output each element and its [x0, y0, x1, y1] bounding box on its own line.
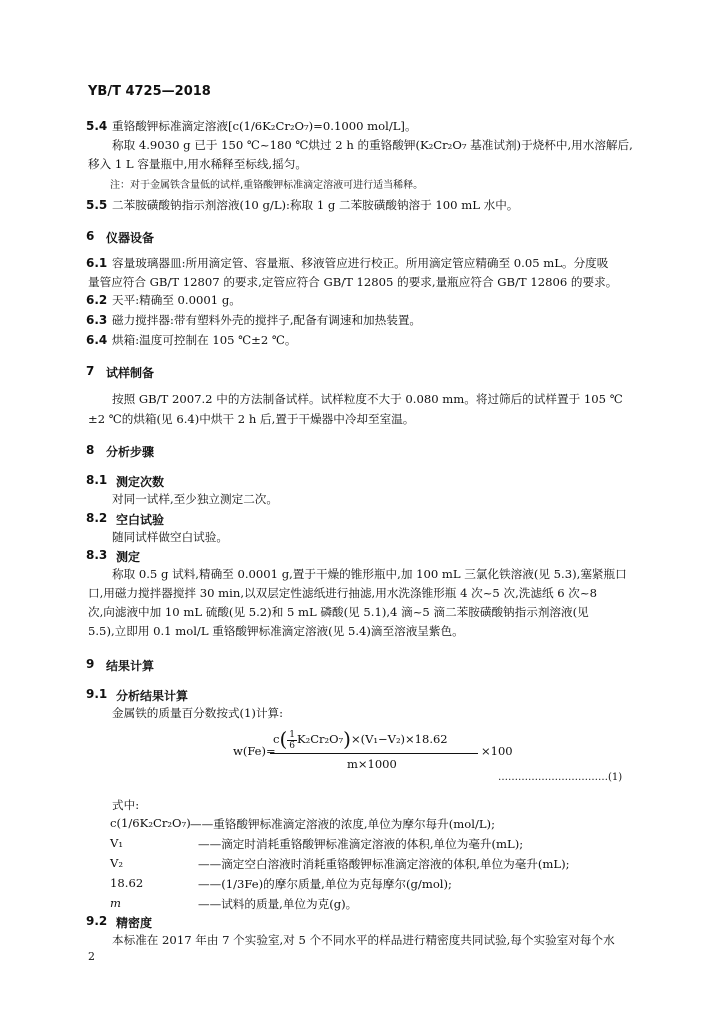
variable-desc-m: ——试料的质量,单位为克(g)。: [198, 897, 358, 911]
section-number-6: 6: [86, 229, 95, 243]
clause-6-2-text: 天平:精确至 0.0001 g。: [112, 293, 241, 307]
section-number-7: 7: [86, 364, 95, 378]
clause-9-2-text: 本标准在 2017 年由 7 个实验室,对 5 个不同水平的样品进行精密度共同试验,每个实验室对每个水: [112, 933, 615, 947]
variable-symbol-m: m: [110, 896, 121, 910]
clause-5-5-text: 二苯胺磺酸钠指示剂溶液(10 g/L):称取 1 g 二苯胺磺酸钠溶于 100 mL 水中。: [112, 198, 519, 212]
section-number-8: 8: [86, 443, 95, 457]
clause-5-4-line-2: 称取 4.9030 g 已于 150 ℃~180 ℃烘过 2 h 的重铬酸钾(K₂Cr₂O₇ 基准试剂)于烧杯中,用水溶解后,: [112, 138, 633, 152]
formula-rest: ×(V₁−V₂)×18.62: [350, 732, 448, 746]
clause-number-9-2: 9.2: [86, 914, 108, 928]
clause-5-4-line-3: 移入 1 L 容量瓶中,用水稀释至标线,摇匀。: [88, 157, 308, 171]
clause-number-8-1: 8.1: [86, 473, 108, 487]
section-title-6: 仪器设备: [106, 231, 155, 245]
clause-8-3-line-1: 称取 0.5 g 试料,精确至 0.0001 g,置于干燥的锥形瓶中,加 100 mL 三氯化铁溶液(见 5.3),塞紧瓶口: [112, 567, 627, 581]
formula-reagent: K₂Cr₂O₇: [297, 732, 344, 746]
clause-number-6-2: 6.2: [86, 293, 108, 307]
section-7-line-1: 按照 GB/T 2007.2 中的方法制备试样。试样粒度不大于 0.080 mm。将过筛后的试样置于 105 ℃: [112, 392, 623, 406]
clause-number-8-3: 8.3: [86, 548, 108, 562]
clause-5-4-note: 注：对于金属铁含量低的试样,重铬酸钾标准滴定溶液可进行适当稀释。: [110, 180, 424, 191]
section-title-9: 结果计算: [106, 659, 155, 673]
where-label: 式中:: [112, 798, 140, 812]
clause-number-6-4: 6.4: [86, 333, 108, 347]
clause-8-3-line-3: 次,向滤液中加 10 mL 硫酸(见 5.2)和 5 mL 磷酸(见 5.1),4 滴~5 滴二苯胺磺酸钠指示剂溶液(见: [88, 605, 589, 619]
clause-title-8-3: 测定: [116, 550, 141, 564]
clause-number-8-2: 8.2: [86, 511, 108, 525]
variable-symbol-c: c(1/6K₂Cr₂O₇): [110, 816, 191, 830]
clause-number-5-4: 5.4: [86, 119, 108, 133]
formula-paren-close: ): [343, 727, 351, 751]
formula-paren-open: (: [279, 727, 288, 751]
section-number-9: 9: [86, 657, 95, 671]
clause-title-9-1: 分析结果计算: [116, 689, 189, 703]
variable-desc-molar: ——(1/3Fe)的摩尔质量,单位为克每摩尔(g/mol);: [198, 877, 452, 891]
formula-fraction-bar: [270, 753, 478, 754]
clause-title-8-2: 空白试验: [116, 513, 165, 527]
clause-8-3-line-4: 5.5),立即用 0.1 mol/L 重铬酸钾标准滴定溶液(见 5.4)滴至溶液呈紫色。: [88, 624, 464, 638]
clause-5-4-line-1: 重铬酸钾标准滴定溶液[c(1/6K₂Cr₂O₇)=0.1000 mol/L]。: [112, 119, 417, 133]
clause-6-3-text: 磁力搅拌器:带有塑料外壳的搅拌子,配备有调速和加热装置。: [112, 313, 422, 327]
section-title-7: 试样制备: [106, 366, 155, 380]
variable-symbol-molar: 18.62: [110, 876, 144, 890]
formula-fraction-denominator: 6: [289, 740, 295, 751]
clause-8-2-text: 随同试样做空白试验。: [112, 530, 228, 544]
formula-denominator: m×1000: [347, 757, 397, 771]
clause-8-3-line-2: 口,用磁力搅拌器搅拌 30 min,以双层定性滤纸进行抽滤,用水洗涤锥形瓶 4 次~5 次,洗滤纸 6 次~8: [88, 586, 597, 600]
formula-numerator: [273, 727, 448, 751]
variable-desc-v2: ——滴定空白溶液时消耗重铬酸钾标准滴定溶液的体积,单位为毫升(mL);: [198, 857, 570, 871]
formula-multiplier: ×100: [481, 744, 513, 758]
clause-6-1-line-2: 量管应符合 GB/T 12807 的要求,定管应符合 GB/T 12805 的要求,量瓶应符合 GB/T 12806 的要求。: [88, 275, 618, 289]
clause-6-4-text: 烘箱:温度可控制在 105 ℃±2 ℃。: [112, 333, 297, 347]
clause-9-1-intro: 金属铁的质量百分数按式(1)计算:: [112, 706, 284, 720]
variable-desc-c: ——重铬酸钾标准滴定溶液的浓度,单位为摩尔每升(mol/L);: [190, 817, 495, 831]
clause-title-8-1: 测定次数: [116, 475, 165, 489]
page-number: 2: [88, 950, 95, 963]
clause-number-9-1: 9.1: [86, 687, 108, 701]
clause-number-6-1: 6.1: [86, 256, 108, 270]
variable-desc-v1: ——滴定时消耗重铬酸钾标准滴定溶液的体积,单位为毫升(mL);: [198, 837, 524, 851]
clause-number-5-5: 5.5: [86, 198, 108, 212]
variable-symbol-v1: V₁: [110, 836, 124, 850]
standard-code-header: YB/T 4725—2018: [88, 84, 211, 99]
variable-symbol-v2: V₂: [110, 856, 124, 870]
section-7-line-2: ±2 ℃的烘箱(见 6.4)中烘干 2 h 后,置于干燥器中冷却至室温。: [88, 412, 415, 426]
formula-c: c: [273, 732, 280, 746]
clause-title-9-2: 精密度: [116, 916, 153, 930]
formula-fraction-numerator: 1: [289, 729, 295, 740]
formula-fraction: [287, 730, 297, 751]
clause-number-6-3: 6.3: [86, 313, 108, 327]
formula-lhs: w(Fe)=: [233, 744, 276, 758]
section-title-8: 分析步骤: [106, 445, 155, 459]
clause-8-1-text: 对同一试样,至少独立测定二次。: [112, 492, 278, 506]
formula-equation-number: ……………………………(1): [498, 772, 623, 783]
clause-6-1-line-1: 容量玻璃器皿:所用滴定管、容量瓶、移液管应进行校正。所用滴定管应精确至 0.05 mL。分度吸: [112, 256, 609, 270]
